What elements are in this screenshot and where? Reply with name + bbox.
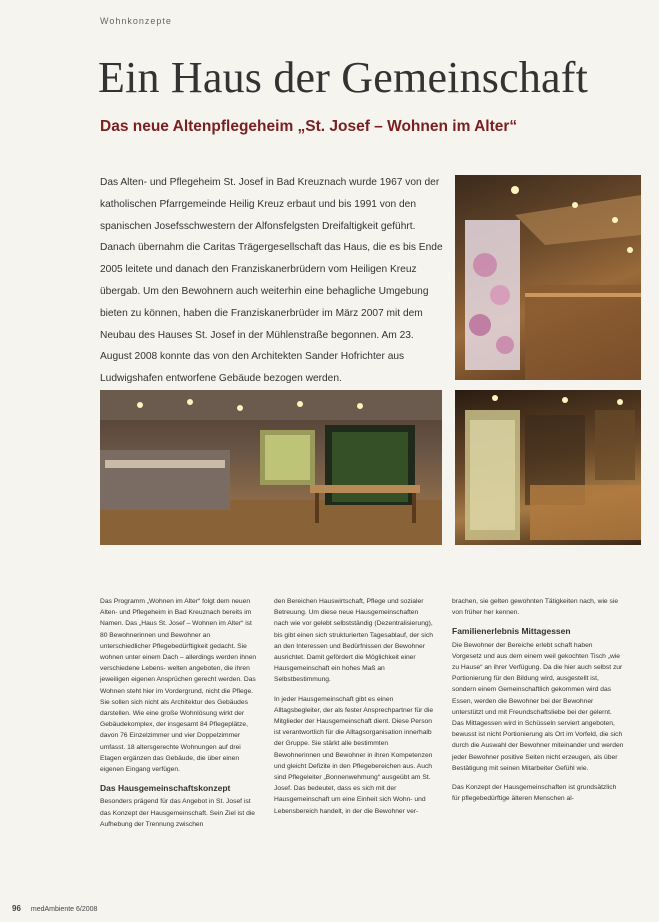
column-paragraph: brachen, sie gelten gewohnten Tätigkeiten nach, wie sie von früher her kennen.	[452, 598, 619, 617]
photo-common-room	[100, 390, 442, 545]
photo-corridor	[455, 390, 641, 545]
text-column-2	[274, 596, 434, 825]
page-title: Ein Haus der Gemeinschaft	[98, 53, 589, 102]
text-column-1	[100, 596, 260, 838]
column-paragraph: Das Konzept der Hausgemeinschaften ist grundsätzlich für pflegebedürftige älteren Menschen al-	[452, 784, 617, 803]
intro-paragraph: Das Alten- und Pflegeheim St. Josef in Bad Kreuznach wurde 1967 von der katholischen Pfarrgemeinde Heilig Kreuz erbaut und bis 1991 von den spanischen Josefsschwestern der Alfonsfelgsten Dreifaltigkeit geführt. Danach übernahm die Caritas Trägergesellschaft das Haus, die es bis Ende 2005 leitete und danach den Franziskanerbrüdern vom Heiligen Kreuz übergab. Um den Bewohnern auch weiterhin eine behagliche Umgebung bieten zu können, haben die Franziskanerbrüder im März 2007 mit dem Neubau des Hauses St. Josef in der Mühlenstraße begonnen. Am 23. August 2008 konnte das von den Architekten Sander Hofrichter aus Ludwigshafen entworfene Gebäude bezogen werden.	[100, 177, 443, 385]
section-label: Wohnkonzepte	[100, 16, 172, 26]
column-paragraph: Die Bewohner der Bereiche erlebt schaft haben Vorgesetz und aus dem einem weil gekochten Tisch „wie zu Hause“ an ihrer Verfügung. Da die hier auch selbst zur Portionierung für den Bildung wird, ausgestellt ist, sondern einem Gemeinschaftlich gekommen wird das Essen, werden die Bewohner bei der Bewohner unterstützt und mit Freundschaftsliebe bei der gelernt. Das Mittagessen wird in Schüsseln serviert angeboten, bewusst ist nicht Portionierung als Ort im Vorfeld, die sich durch die Auswahl der Bewohner miteinander und werden jeder Bewohner positive Seiten nicht erzeugen, als über Bestätigung mit seinen Mitarbeiter Gefühl wie.	[452, 641, 624, 772]
section-heading-hausgemeinschaft: Das Hausgemeinschaftskonzept	[100, 783, 231, 794]
photo-reception	[455, 175, 641, 380]
page-footer	[12, 904, 97, 913]
column-paragraph: Das Programm „Wohnen im Alter“ folgt dem neuen Alten- und Pflegeheim in Bad Kreuznach bereits im Namen. Das „Haus St. Josef – Wohnen im Alter“ ist 80 Bewohnerinnen und Bewohner an unterschiedlicher Pflegebedürftigkeit gedacht. Sie wohnen unter einem Dach – allerdings werden ihnen verschiedene Lebens- welten angeboten, die ihren jeweiligen eigenen Ansprüchen gerecht werden. Das Wohnen steht hier im Vordergrund, nicht die Pflege. Sie sollen sich nicht als Architektur des Gebäudes darstellen. Wie eine große Wohnlösung wirkt der Gebäudekomplex, der insgesamt 84 Pflegeplätze, davon 76 Einzelzimmer und vier Doppelzimmer umfasst. 18 altersgerechte Wohnungen auf drei Etagen ergänzen das Gebäude, die über einen eigenen Eingang verfügen.	[100, 598, 257, 774]
column-paragraph: den Bereichen Hauswirtschaft, Pflege und sozialer Betreuung. Um diese neue Hausgemeinschaften nach wie vor gelebt selbstständig (Dezentralisierung), bis gibt einen sich strukturierten Tagesablauf, der sich an den Interessen und Bedürfnissen der Bewohner ausrichtet. Damit gefördert die Möglichkeit einer Hausgemeinschaft ein hohes Maß an Selbstbestimmung.	[274, 598, 433, 684]
column-paragraph: Besonders prägend für das Angebot in St. Josef ist das Konzept der Hausgemeinschaft. Sein Ziel ist die Aufhebung der Trennung zwischen	[100, 798, 256, 828]
publication-name: medAmbiente 6/2008	[30, 906, 98, 913]
column-paragraph: In jeder Hausgemeinschaft gibt es einen Alltagsbegleiter, der als fester Ansprechpartner für die Mitglieder der Hausgemeinschaft dient. Diese Person ist verantwortlich für die Alltagsorganisation innerhalb der Gruppe. Sie stärkt alle bestimmten Bewohnerinnen und Bewohner in ihren Kompetenzen und gleicht Defizite in den Pflegebereichen aus. Auch sind Pflegeleiter „Bonnenwehmung“ ausgeübt am St. Josef. Das bedeutet, dass es sich mit der Hausgemeinschaft um eine Einheit sich Wohn- und Lebensbereich handelt, in der die Bewohner ver-	[274, 695, 434, 815]
text-column-3	[452, 596, 624, 812]
page-number: 96	[12, 904, 21, 913]
page-subtitle: Das neue Altenpflegeheim „St. Josef – Wohnen im Alter“	[100, 118, 518, 135]
section-heading-mittagessen: Familienerlebnis Mittagessen	[452, 626, 571, 637]
